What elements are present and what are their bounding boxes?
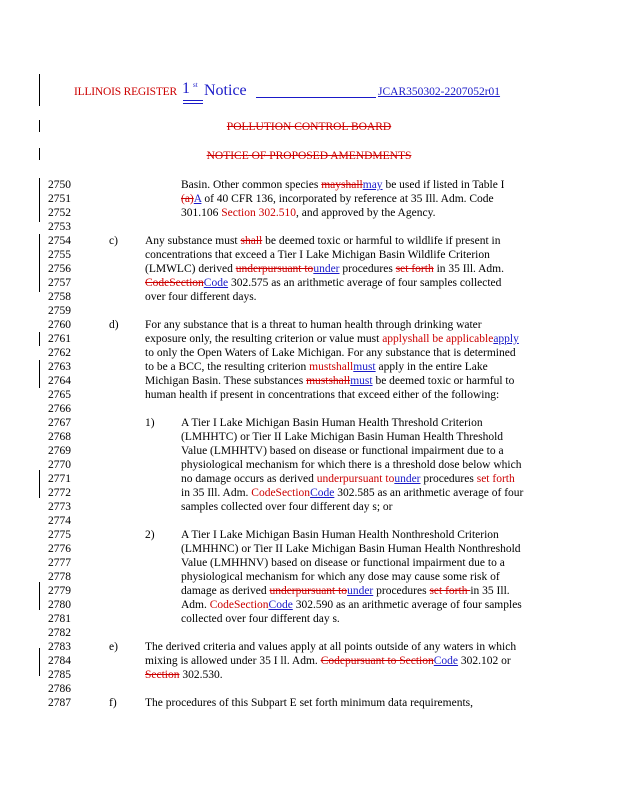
- line-number: 2786: [48, 683, 71, 695]
- text-line: over four different days.: [145, 291, 257, 303]
- line-number: 2759: [48, 305, 71, 317]
- text-line: human health if present in concentrations that exceed either of the following:: [145, 389, 500, 401]
- notice-title: NOTICE OF PROPOSED AMENDMENTS: [206, 150, 412, 162]
- text-line: to be a BCC, the resulting criterion mustshallmust apply in the entire Lake: [145, 361, 488, 373]
- text-line: The derived criteria and values apply at all points outside of any waters in which: [145, 641, 517, 653]
- register-title: ILLINOIS REGISTER: [74, 86, 177, 98]
- text-line: Section 302.530.: [145, 669, 223, 681]
- change-bar: [39, 74, 40, 106]
- text-line: (LMHHNC) or Tier II Lake Michigan Basin Human Health Nonthreshold: [181, 543, 521, 555]
- line-number: 2770: [48, 459, 71, 471]
- line-number: 2763: [48, 361, 71, 373]
- text-line: Any substance must shall be deemed toxic or harmful to wildlife if present in: [145, 235, 501, 247]
- text-line: 301.106 Section 302.510, and approved by the Agency.: [181, 207, 436, 219]
- line-number: 2761: [48, 333, 71, 345]
- item-label-d2: 2): [145, 529, 155, 541]
- item-label-c: c): [109, 235, 118, 247]
- text-line: collected over four different day s.: [181, 613, 340, 625]
- line-number: 2781: [48, 613, 71, 625]
- line-number: 2750: [48, 179, 71, 191]
- text-line: concentrations that exceed a Tier I Lake Michigan Basin Wildlife Criterion: [145, 249, 490, 261]
- item-label-d: d): [109, 319, 119, 331]
- line-number: 2776: [48, 543, 71, 555]
- line-number: 2779: [48, 585, 71, 597]
- text-line: (LMHHTC) or Tier II Lake Michigan Basin Human Health Threshold: [181, 431, 504, 443]
- line-number: 2751: [48, 193, 71, 205]
- line-number: 2774: [48, 515, 71, 527]
- change-bar: [39, 648, 40, 676]
- line-number: 2769: [48, 445, 71, 457]
- text-line: mixing is allowed under 35 I ll. Adm. Codepursuant to SectionCode 302.102 or: [145, 655, 511, 667]
- line-number: 2757: [48, 277, 71, 289]
- text-line: damage as derived underpursuant tounder procedures set forth in 35 Ill.: [181, 585, 510, 597]
- line-number: 2782: [48, 627, 71, 639]
- line-number: 2760: [48, 319, 71, 331]
- text-line: A Tier I Lake Michigan Basin Human Health Nonthreshold Criterion: [181, 529, 499, 541]
- text-line: CodeSectionCode 302.575 as an arithmetic average of four samples collected: [145, 277, 502, 289]
- text-line: A Tier I Lake Michigan Basin Human Health Threshold Criterion: [181, 417, 483, 429]
- text-line: Adm. CodeSectionCode 302.590 as an arithmetic average of four samples: [181, 599, 522, 611]
- line-number: 2767: [48, 417, 71, 429]
- line-number: 2778: [48, 571, 71, 583]
- text-line: exposure only, the resulting criterion or value must applyshall be applicableapply: [145, 333, 519, 345]
- item-label-d1: 1): [145, 417, 155, 429]
- text-line: physiological mechanism for which there is a threshold dose below which: [181, 459, 522, 471]
- line-number: 2762: [48, 347, 71, 359]
- issue-number: 1: [182, 80, 190, 97]
- line-number: 2773: [48, 501, 71, 513]
- line-number: 2787: [48, 697, 71, 709]
- change-bar: [39, 332, 40, 346]
- line-number: 2764: [48, 375, 71, 387]
- text-line: Value (LMHHNV) based on disease or functional impairment due to a: [181, 557, 505, 569]
- text-line: Michigan Basin. These substances mustshallmust be deemed toxic or harmful to: [145, 375, 515, 387]
- line-number: 2771: [48, 473, 71, 485]
- header-double-underline: [183, 100, 203, 101]
- header-underline: [256, 97, 376, 98]
- line-number: 2756: [48, 263, 71, 275]
- line-number: 2755: [48, 249, 71, 261]
- header-double-underline: [183, 103, 203, 104]
- line-number: 2766: [48, 403, 71, 415]
- text-line: (LMWLC) derived underpursuant tounder procedures set forth in 35 Ill. Adm.: [145, 263, 504, 275]
- item-label-e: e): [109, 641, 118, 653]
- line-number: 2752: [48, 207, 71, 219]
- change-bar: [39, 360, 40, 388]
- line-number: 2775: [48, 529, 71, 541]
- issue-suffix: st: [193, 81, 198, 89]
- line-number: 2772: [48, 487, 71, 499]
- text-line: Value (LMHHTV) based on disease or functional impairment due to a: [181, 445, 504, 457]
- line-number: 2777: [48, 557, 71, 569]
- text-line: For any substance that is a threat to human health through drinking water: [145, 319, 482, 331]
- change-bar: [39, 234, 40, 292]
- text-line: samples collected over four different day s; or: [181, 501, 393, 513]
- text-line: Basin. Other common species mayshallmay be used if listed in Table I: [181, 179, 505, 191]
- change-bar: [39, 470, 40, 498]
- line-number: 2784: [48, 655, 71, 667]
- document-id: JCAR350302-2207052r01: [378, 86, 501, 98]
- line-number: 2785: [48, 669, 71, 681]
- line-number: 2765: [48, 389, 71, 401]
- notice-heading: Notice: [204, 82, 247, 99]
- line-number: 2754: [48, 235, 71, 247]
- item-label-f: f): [109, 697, 117, 709]
- change-bar: [39, 582, 40, 610]
- text-line: physiological mechanism for which any dose may cause some risk of: [181, 571, 500, 583]
- line-number: 2753: [48, 221, 71, 233]
- change-bar: [39, 178, 40, 222]
- board-title: POLLUTION CONTROL BOARD: [226, 121, 392, 133]
- line-number: 2768: [48, 431, 71, 443]
- line-number: 2780: [48, 599, 71, 611]
- text-line: in 35 Ill. Adm. CodeSectionCode 302.585 as an arithmetic average of four: [181, 487, 524, 499]
- text-line: The procedures of this Subpart E set forth minimum data requirements,: [145, 697, 473, 709]
- text-line: no damage occurs as derived underpursuant tounder procedures set forth: [181, 473, 515, 485]
- text-line: to only the Open Waters of Lake Michigan. For any substance that is determined: [145, 347, 516, 359]
- line-number: 2758: [48, 291, 71, 303]
- text-line: (a)A of 40 CFR 136, incorporated by reference at 35 Ill. Adm. Code: [181, 193, 494, 205]
- line-number: 2783: [48, 641, 71, 653]
